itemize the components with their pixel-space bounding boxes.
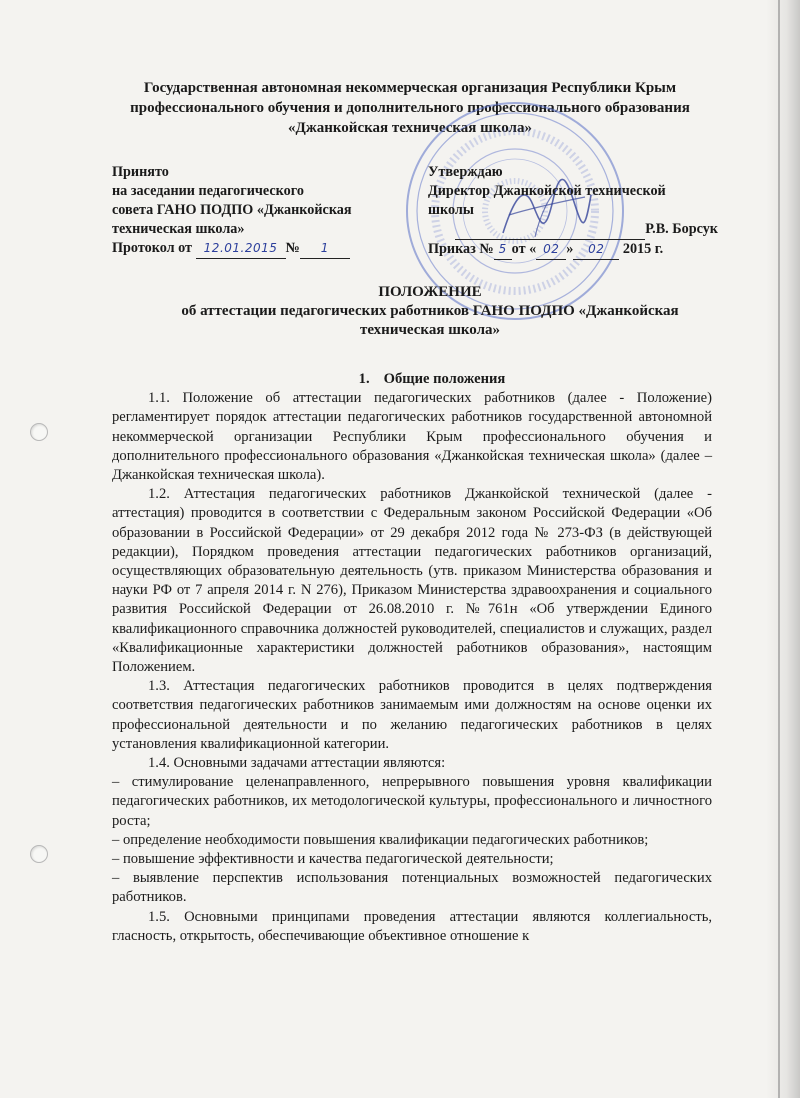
signature-blank — [455, 220, 645, 240]
order-from-label: от « — [511, 241, 537, 257]
approved-line2: Директор Джанкойской технической — [428, 183, 666, 199]
paragraph-1-3: 1.3. Аттестация педагогических работников проводится в целях подтверждения соответствия педагогических работников занимаемым ими должностям на основе оценки их профессиональной деятельности и по желанию педагогических работников в целях установления квалификационной категории. — [112, 678, 712, 752]
paragraph-1-4: 1.4. Основными задачами аттестации являются: — [148, 755, 446, 772]
title-sub1: об аттестации педагогических работников ГАНО ПОДПО «Джанкойская — [181, 303, 679, 319]
document-body — [112, 370, 712, 946]
protocol-number: 1 — [300, 239, 350, 259]
list-item-4: – выявление перспектив использования потенциальных возможностей педагогических работников. — [112, 870, 712, 906]
org-header-line3: «Джанкойская техническая школа» — [288, 120, 532, 136]
punch-hole-top — [30, 423, 48, 441]
protocol-label: Протокол от — [112, 240, 192, 256]
order-line — [428, 240, 718, 260]
accepted-line1: Принято — [112, 164, 169, 180]
paragraph-1-1: 1.1. Положение об аттестации педагогических работников (далее - Положение) регламентирует порядок аттестации педагогических работников государственной автономной некоммерческой организации Республики Крым профессионального обучения и дополнительного профессионального образования «Джанкойская техническая школа» (далее – Джанкойская техническая школа). — [112, 390, 712, 484]
page-edge-line — [778, 0, 780, 1098]
order-quote-close: » — [566, 241, 574, 257]
list-item-3: – повышение эффективности и качества педагогической деятельности; — [112, 851, 554, 868]
paragraph-1-2: 1.2. Аттестация педагогических работников Джанкойской технической (далее - аттестация) проводится в соответствии с Федеральным законом Российской Федерации «Об образовании в Российской Федерации» от 29 декабря 2012 года № 273-ФЗ (в действующей редакции), Порядком проведения аттестации педагогических работников организаций, осуществляющих образовательную деятельность (утв. приказом Министерства образования и науки РФ от 7 апреля 2014 г. N 276), Приказом Министерства здравоохранения и социального развития Российской Федерации от 26.08.2010 г. №761н «Об утверждении Единого квалификационного справочника должностей руководителей, специалистов и служащих, раздел «Квалификационные характеристики должностей работников образования», настоящим Положением. — [112, 486, 712, 676]
approved-line3: школы — [428, 202, 474, 218]
order-label: Приказ № — [428, 241, 494, 257]
approved-line1: Утверждаю — [428, 164, 503, 180]
punch-hole-bottom — [30, 845, 48, 863]
paragraph-1-5: 1.5. Основными принципами проведения аттестации являются коллегиальность, гласность, открытость, обеспечивающие объективное отношение к — [112, 908, 712, 944]
section-title: Общие положения — [383, 371, 506, 387]
protocol-line — [112, 239, 412, 259]
protocol-date: 12.01.2015 — [196, 239, 286, 259]
page-edge-shadow — [766, 0, 800, 1098]
accepted-line3: совета ГАНО ПОДПО «Джанкойская — [112, 202, 352, 218]
title-sub2: техническая школа» — [359, 322, 501, 338]
org-header-line1: Государственная автономная некоммерческая организация Республики Крым — [143, 80, 677, 96]
accepted-line2: на заседании педагогического — [112, 183, 304, 199]
order-year: 2015 г. — [622, 241, 664, 257]
list-item-1: – стимулирование целенаправленного, непрерывного повышения уровня квалификации педагогических работников, их методологической культуры, профессионального и личностного роста; — [112, 774, 712, 829]
title-main: ПОЛОЖЕНИЕ — [378, 284, 482, 300]
signature-line — [428, 220, 718, 240]
approved-block — [428, 163, 718, 260]
list-item-2: – определение необходимости повышения квалификации педагогических работников; — [112, 831, 649, 848]
org-header-line2: профессионального обучения и дополнительного профессионального образования — [130, 100, 690, 116]
accepted-line4: техническая школа» — [112, 221, 245, 237]
order-number: 5 — [494, 240, 512, 260]
section-heading — [112, 370, 712, 389]
organization-header — [80, 78, 740, 138]
order-month: 02 — [573, 240, 619, 260]
director-name: Р.В. Борсук — [645, 221, 718, 237]
order-day: 02 — [536, 240, 566, 260]
protocol-number-sign: № — [285, 240, 300, 256]
section-number: 1. — [358, 371, 370, 387]
document-title — [120, 283, 740, 340]
accepted-block — [112, 163, 412, 259]
